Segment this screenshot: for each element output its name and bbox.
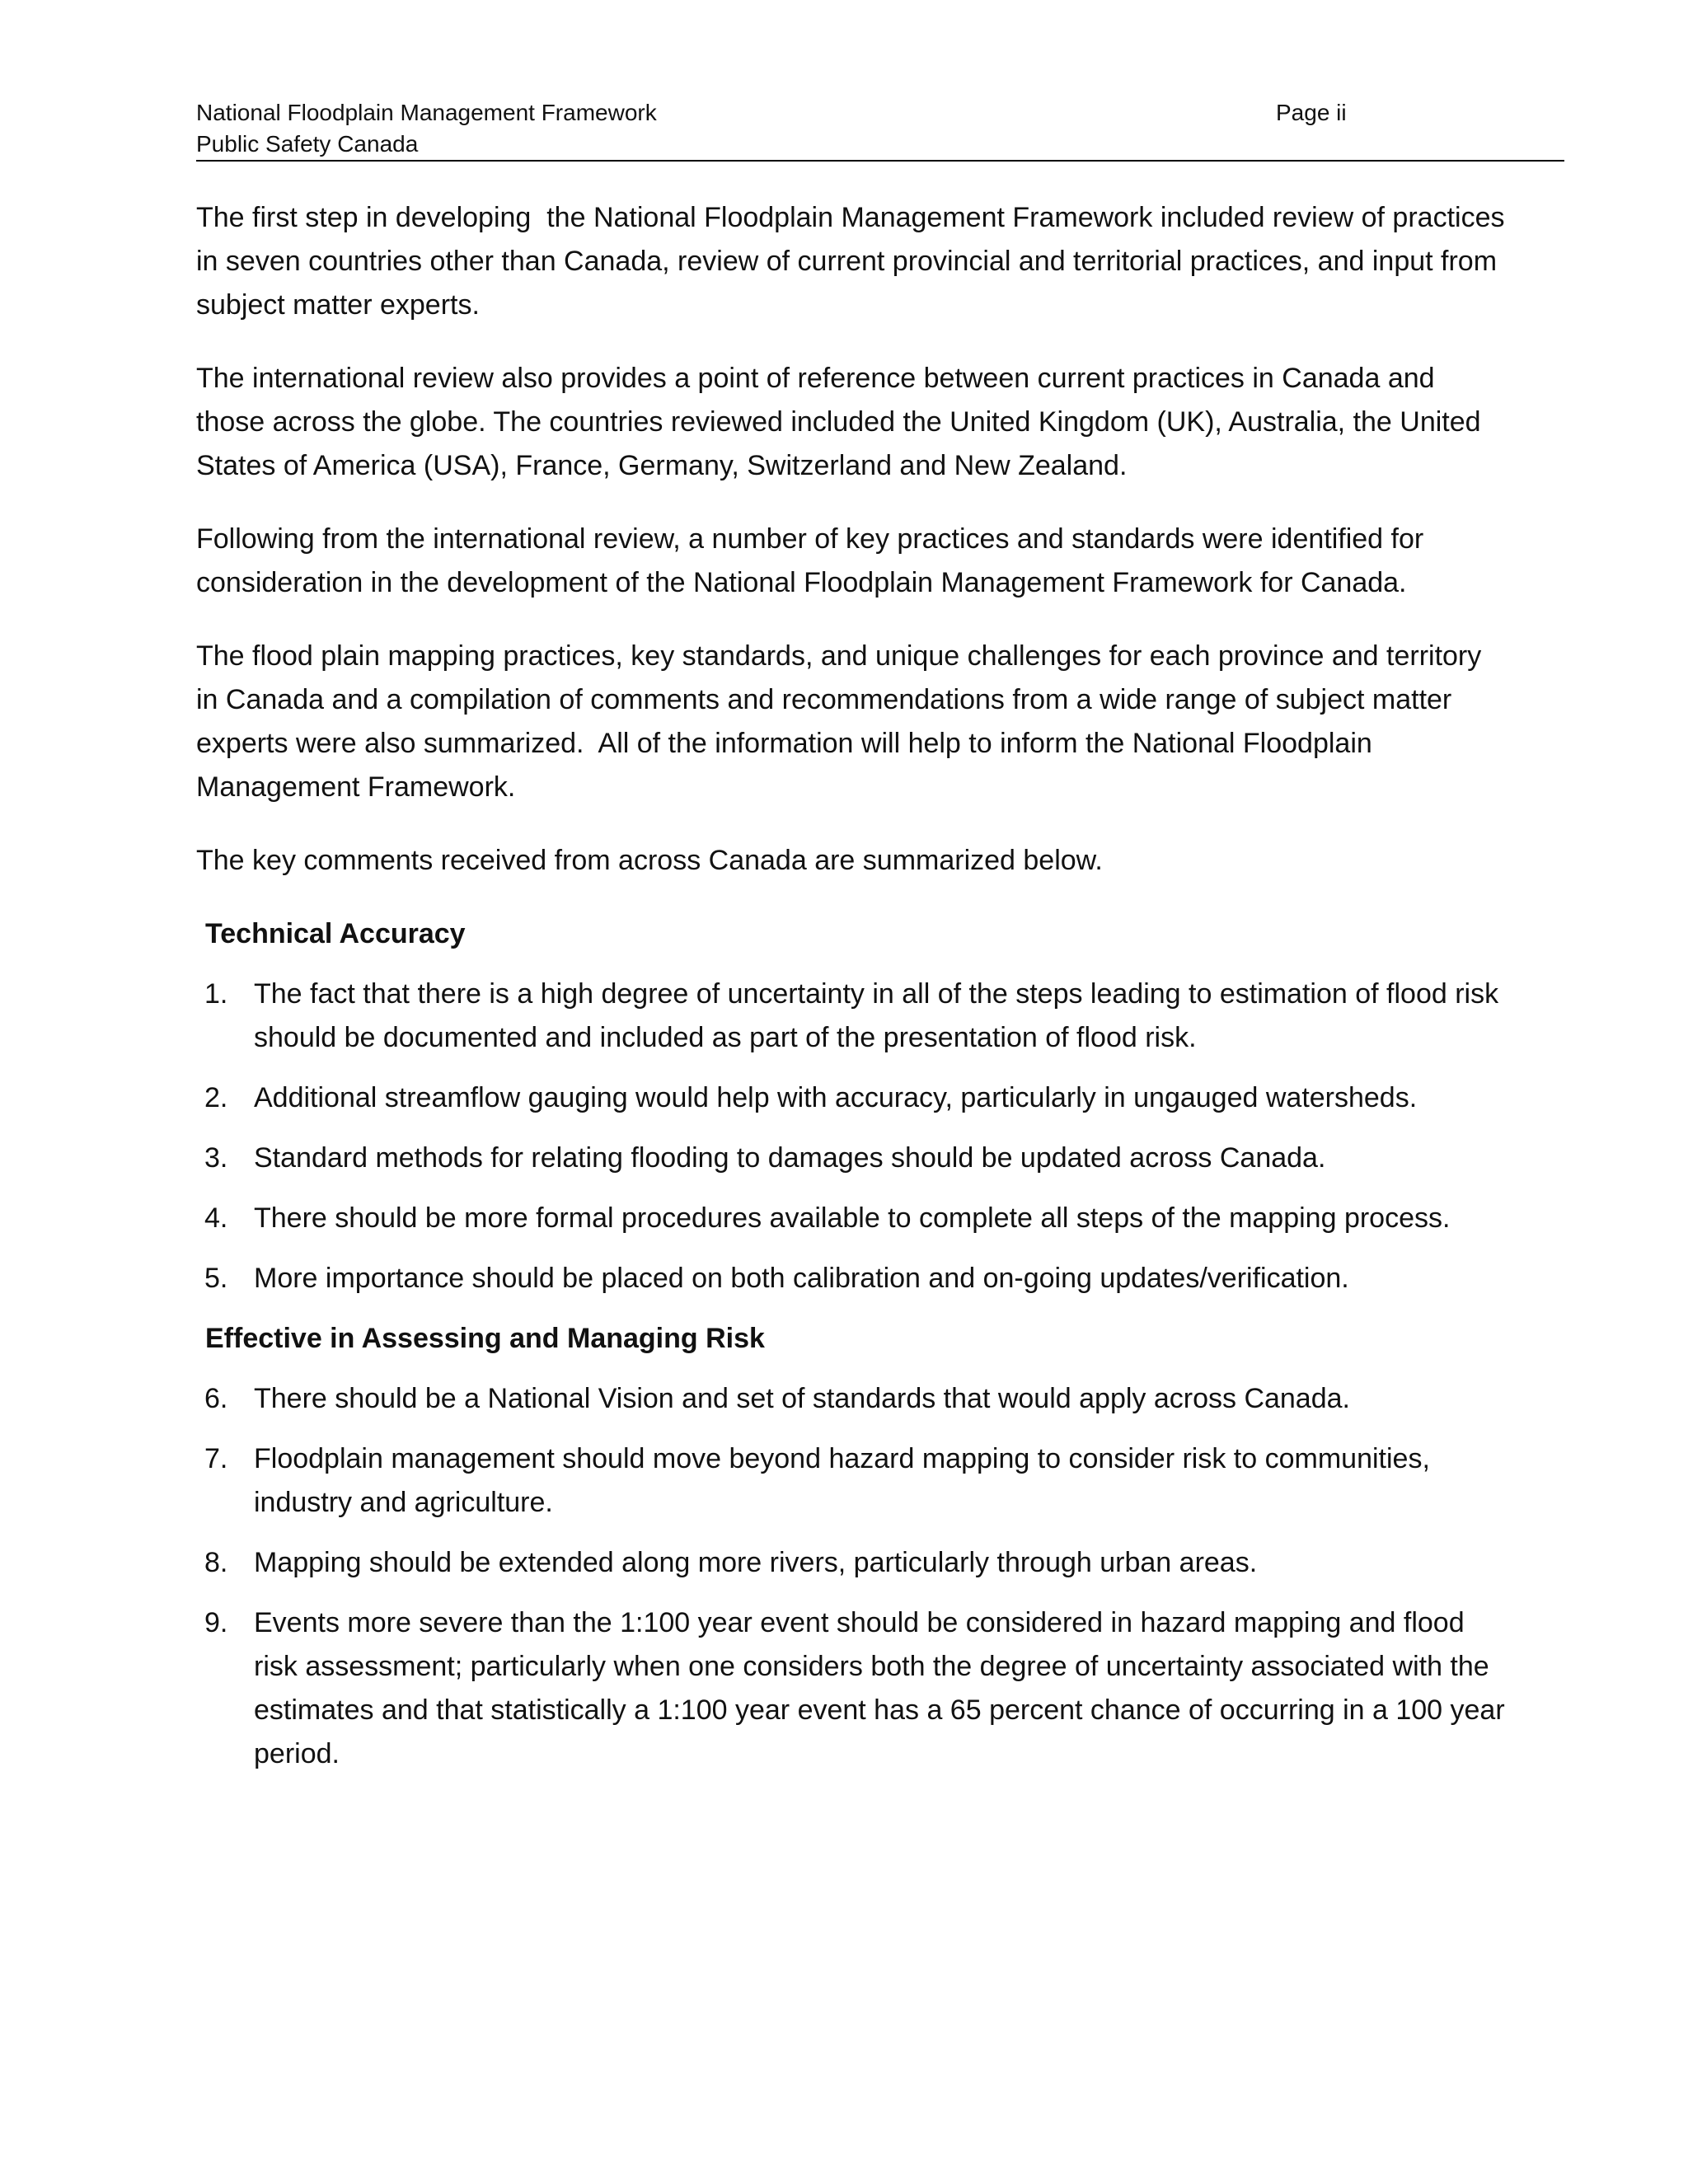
item-text: There should be more formal procedures available to complete all steps of the mapping process. [254, 1202, 1451, 1234]
item-text: More importance should be placed on both calibration and on-going updates/verification. [254, 1263, 1349, 1294]
paragraph: The key comments received from across Canada are summarized below. [196, 845, 1103, 876]
item-text: There should be a National Vision and set of standards that would apply across Canada. [254, 1383, 1350, 1414]
item-number: 7. [204, 1443, 228, 1474]
section-heading-technical-accuracy: Technical Accuracy [205, 918, 466, 949]
header-title: National Floodplain Management Framework [196, 100, 657, 125]
page-header [196, 97, 1564, 162]
list-item [196, 1076, 1507, 1120]
item-text: Mapping should be extended along more rivers, particularly through urban areas. [254, 1547, 1258, 1578]
paragraph: The first step in developing the National Floodplain Management Framework included review of practices in seven countries other than Canada, review of current provincial and territorial practices, and input from subject matter experts. [196, 202, 1512, 321]
list-item [196, 1541, 1507, 1585]
document-body [196, 196, 1512, 1793]
item-text: The fact that there is a high degree of uncertainty in all of the steps leading to estimation of flood risk should be documented and included as part of the presentation of flood risk. [254, 978, 1499, 1053]
page-number: Page ii [1276, 100, 1347, 125]
item-number: 6. [204, 1383, 228, 1414]
list-item [196, 1197, 1507, 1240]
item-text: Standard methods for relating flooding to damages should be updated across Canada. [254, 1142, 1326, 1174]
section-heading-risk: Effective in Assessing and Managing Risk [205, 1323, 765, 1354]
item-number: 4. [204, 1202, 228, 1234]
item-number: 2. [204, 1082, 228, 1113]
item-text: Events more severe than the 1:100 year event should be considered in hazard mapping and flood risk assessment; particularly when one considers both the degree of uncertainty associated with the estimates and that statistically a 1:100 year event has a 65 percent chance of occurring in a 100 year period. [254, 1607, 1505, 1769]
header-organization: Public Safety Canada [196, 131, 419, 157]
list-item [196, 1137, 1507, 1180]
item-number: 8. [204, 1547, 228, 1578]
item-text: Floodplain management should move beyond hazard mapping to consider risk to communities, industry and agriculture. [254, 1443, 1430, 1518]
item-number: 3. [204, 1142, 228, 1174]
list-item [196, 1377, 1507, 1421]
item-number: 9. [204, 1607, 228, 1638]
list-item [196, 972, 1507, 1060]
paragraph: The flood plain mapping practices, key standards, and unique challenges for each province and territory in Canada and a compilation of comments and recommendations from a wide range of subject matter experts were also summarized. All of the information will help to inform the National Floodplain Management Framework. [196, 640, 1489, 803]
risk-list [196, 1377, 1507, 1776]
item-text: Additional streamflow gauging would help with accuracy, particularly in ungauged watersheds. [254, 1082, 1418, 1113]
list-item [196, 1437, 1507, 1525]
item-number: 1. [204, 978, 228, 1010]
paragraph: The international review also provides a point of reference between current practices in Canada and those across the globe. The countries reviewed included the United Kingdom (UK), Australia, the United States of America (USA), France, Germany, Switzerland and New Zealand. [196, 363, 1489, 481]
list-item [196, 1601, 1507, 1776]
paragraph: Following from the international review, a number of key practices and standards were identified for consideration in the development of the National Floodplain Management Framework for Canada. [196, 523, 1432, 598]
item-number: 5. [204, 1263, 228, 1294]
list-item [196, 1257, 1507, 1301]
technical-accuracy-list [196, 972, 1507, 1301]
